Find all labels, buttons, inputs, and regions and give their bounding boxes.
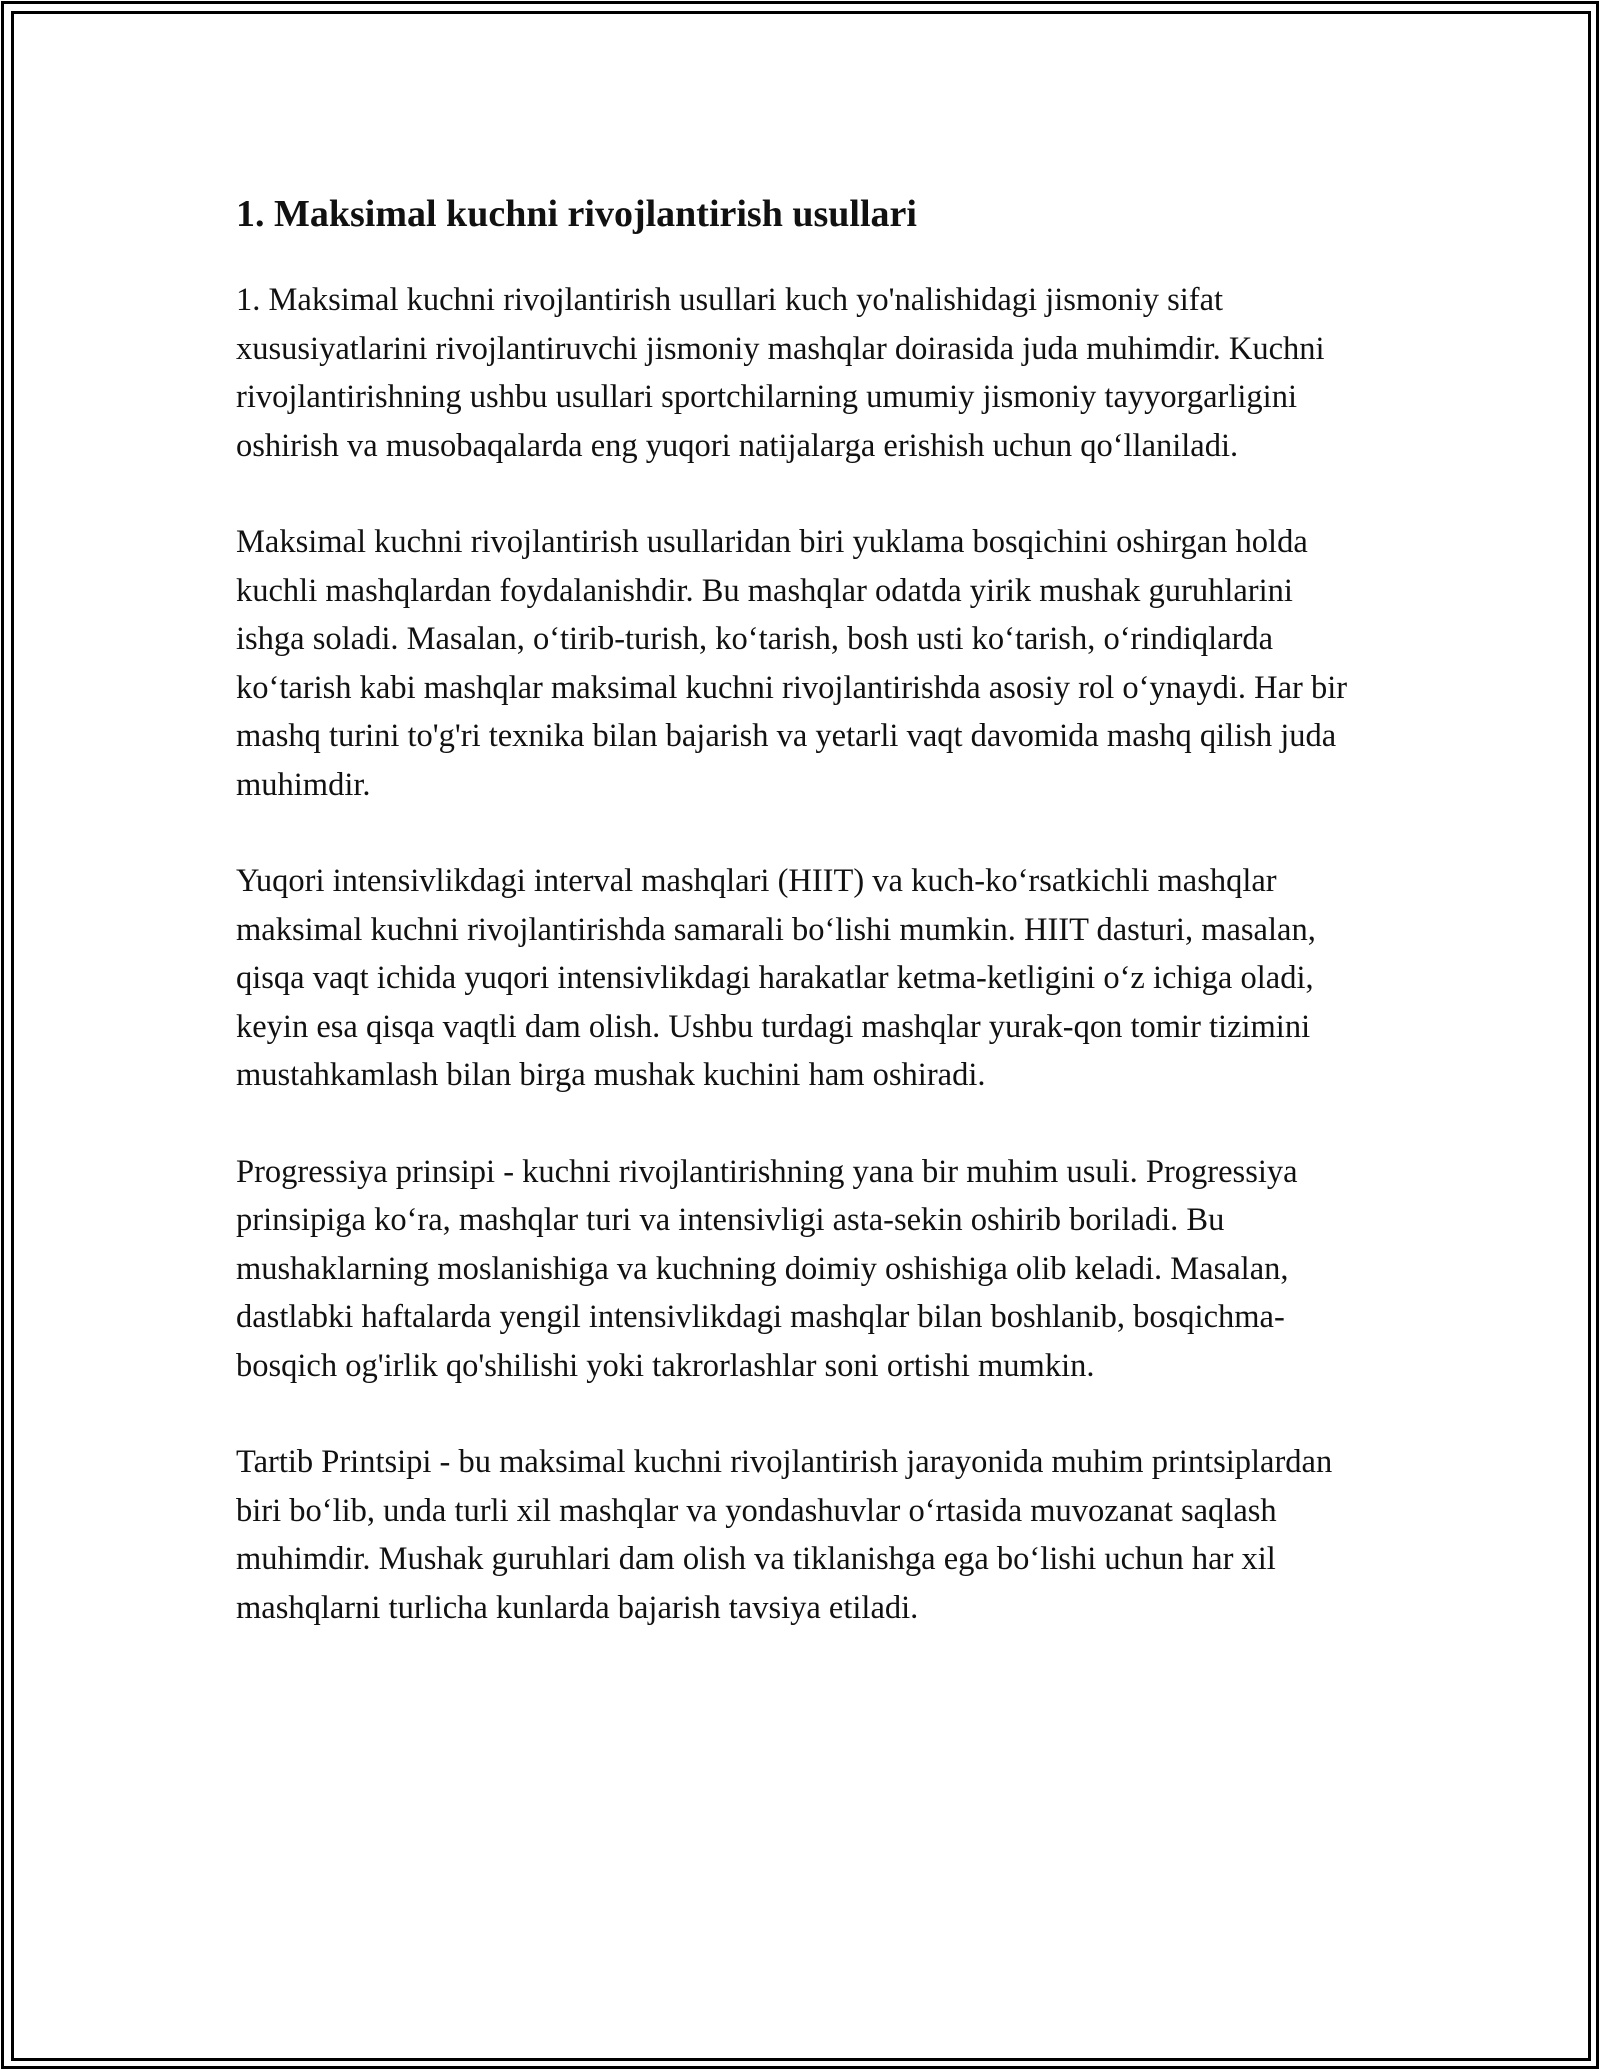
paragraph-order-principle: Tartib Printsipi - bu maksimal kuchni rivojlantirish jarayonida muhim printsiplardan biri bo‘lib, unda turli xil mashqlar va yondashuvlar o‘rtasida muvozanat saqlash muhimdir. Mushak guruhlari dam olish va tiklanishga ega bo‘lishi uchun har xil mashqlarni turlicha kunlarda bajarish tavsiya etiladi. — [236, 1444, 1333, 1626]
paragraph-progression: Progressiya prinsipi - kuchni rivojlantirishning yana bir muhim usuli. Progressiya prinsipiga ko‘ra, mashqlar turi va intensivligi asta-sekin oshirib boriladi. Bu mushaklarning moslanishiga va kuchning doimiy oshishiga olib keladi. Masalan, dastlabki haftalarda yengil intensivlikdagi mashqlar bilan boshlanib, bosqichma-bosqich og'irlik qo'shilishi yoki takrorlashlar soni ortishi mumkin. — [236, 1153, 1298, 1384]
paragraph-intro: 1. Maksimal kuchni rivojlantirish usullari kuch yo'nalishidagi jismoniy sifat xususiyatlarini rivojlantiruvchi jismoniy mashqlar doirasida juda muhimdir. Kuchni rivojlantirishning ushbu usullari sportchilarning umumiy jismoniy tayyorgarligini oshirish va musobaqalarda eng yuqori natijalarga erishish uchun qo‘llaniladi. — [236, 282, 1325, 464]
document-body — [236, 186, 1366, 1680]
paragraph-hiit: Yuqori intensivlikdagi interval mashqlari (HIIT) va kuch-ko‘rsatkichli mashqlar maksimal kuchni rivojlantirishda samarali bo‘lishi mumkin. HIIT dasturi, masalan, qisqa vaqt ichida yuqori intensivlikdagi harakatlar ketma-ketligini o‘z ichiga oladi, keyin esa qisqa vaqtli dam olish. Ushbu turdagi mashqlar yurak-qon tomir tizimini mustahkamlash bilan birga mushak kuchini ham oshiradi. — [236, 863, 1316, 1093]
paragraph-strength-exercises: Maksimal kuchni rivojlantirish usullaridan biri yuklama bosqichini oshirgan holda kuchli mashqlardan foydalanishdir. Bu mashqlar odatda yirik mushak guruhlarini ishga soladi. Masalan, o‘tirib-turish, ko‘tarish, bosh usti ko‘tarish, o‘rindiqlarda ko‘tarish kabi mashqlar maksimal kuchni rivojlantirishda asosiy rol o‘ynaydi. Har bir mashq turini to'g'ri texnika bilan bajarish va yetarli vaqt davomida mashq qilish juda muhimdir. — [236, 524, 1348, 803]
document-title: 1. Maksimal kuchni rivojlantirish usullari — [236, 193, 917, 235]
